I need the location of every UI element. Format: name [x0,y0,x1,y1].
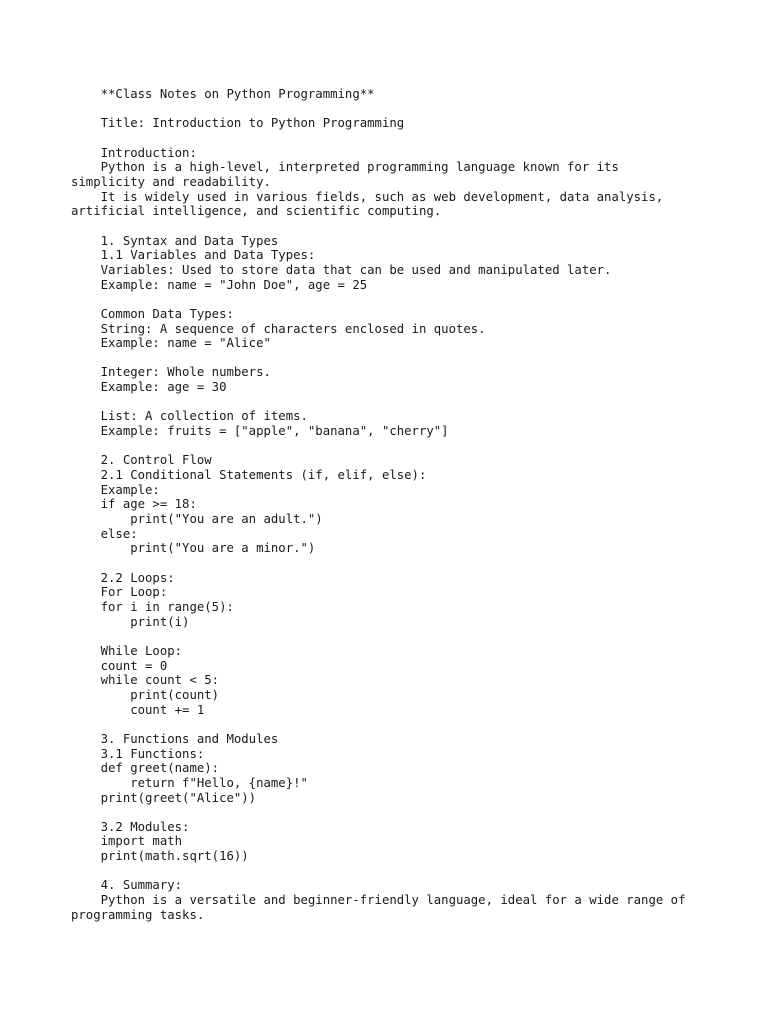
text-line: programming tasks. [71,907,205,922]
text-line: print("You are an adult.") [71,512,323,527]
text-line: 1.1 Variables and Data Types: [71,248,316,263]
text-line: if age >= 18: [71,497,197,512]
text-line: Introduction: [71,145,197,160]
text-line: import math [71,834,183,849]
text-line: def greet(name): [71,761,220,776]
text-line: Example: name = "John Doe", age = 25 [71,277,368,292]
blank-line [71,629,751,644]
text-line: Python is a high-level, interpreted programming language known for its [71,160,619,175]
text-line: **Class Notes on Python Programming** [71,87,375,101]
text-line: print(count) [71,687,220,702]
blank-line [71,439,751,454]
blank-line [71,102,751,117]
text-line: It is widely used in various fields, such as web development, data analysis, [71,189,664,204]
text-line: count = 0 [71,658,168,673]
text-line: Common Data Types: [71,306,234,321]
text-line: print(math.sqrt(16)) [71,849,249,864]
document-body [71,87,751,922]
text-line: for i in range(5): [71,599,234,614]
text-line: count += 1 [71,702,205,717]
blank-line [71,395,751,410]
text-line: artificial intelligence, and scientific computing. [71,204,442,219]
text-line: else: [71,526,138,541]
blank-line [71,717,751,732]
text-line: Python is a versatile and beginner-friendly language, ideal for a wide range of [71,893,686,908]
text-line: Example: age = 30 [71,380,227,395]
text-line: While Loop: [71,643,183,658]
text-line: Title: Introduction to Python Programming [71,116,405,131]
text-line: 3. Functions and Modules [71,731,279,746]
blank-line [71,131,751,146]
text-line: Integer: Whole numbers. [71,365,271,380]
text-line: List: A collection of items. [71,409,308,424]
text-line: 4. Summary: [71,878,183,893]
text-line: Example: name = "Alice" [71,336,271,351]
blank-line [71,556,751,571]
text-line: print(i) [71,614,190,629]
text-line: Example: [71,482,160,497]
blank-line [71,219,751,234]
text-line: 2.1 Conditional Statements (if, elif, else): [71,468,427,483]
text-line: while count < 5: [71,673,220,688]
text-line: print(greet("Alice")) [71,790,257,805]
text-line: 3.1 Functions: [71,746,205,761]
text-line: 2.2 Loops: [71,570,175,585]
blank-line [71,864,751,879]
text-line: String: A sequence of characters enclosed in quotes. [71,321,486,336]
text-line: return f"Hello, {name}!" [71,775,308,790]
text-line: print("You are a minor.") [71,541,316,556]
blank-line [71,351,751,366]
text-line: 1. Syntax and Data Types [71,233,279,248]
text-line: 3.2 Modules: [71,819,190,834]
text-line: Example: fruits = ["apple", "banana", "cherry"] [71,424,449,439]
text-line: 2. Control Flow [71,453,212,468]
blank-line [71,292,751,307]
blank-line [71,805,751,820]
text-line: For Loop: [71,585,168,600]
text-line: Variables: Used to store data that can be used and manipulated later. [71,262,612,277]
text-line: simplicity and readability. [71,174,271,189]
